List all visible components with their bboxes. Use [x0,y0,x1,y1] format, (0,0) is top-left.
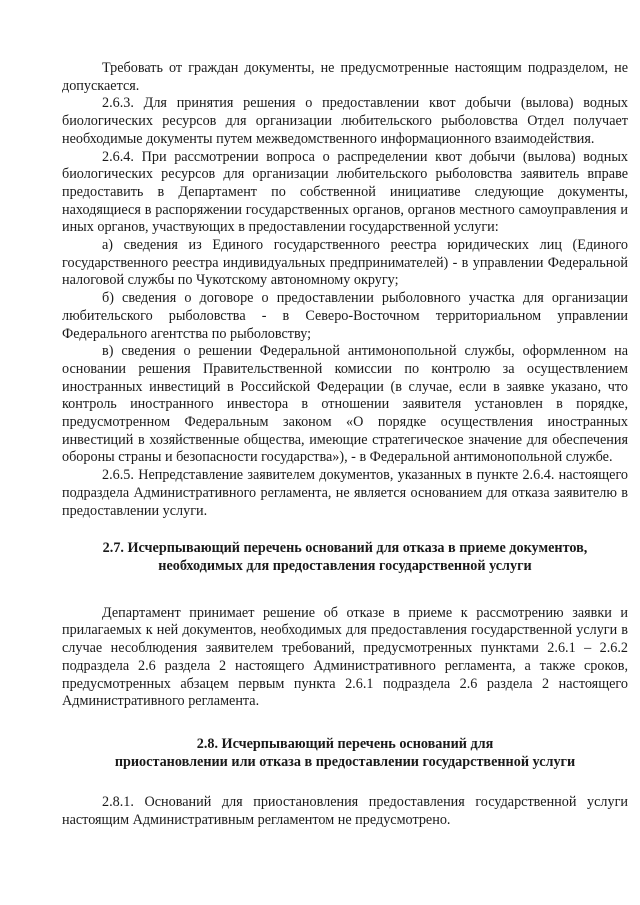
paragraph-2-8-1: 2.8.1. Оснований для приостановления предоставления государственной услуги настоящим Административным регламентом не предусмотрено. [62,794,628,829]
paragraph-requirement: Требовать от граждан документы, не предусмотренные настоящим подразделом, не допускается. [62,60,628,94]
section-heading-2-7-line1: 2.7. Исчерпывающий перечень оснований для отказа в приеме документов, [102,540,588,557]
section-heading-2-8-line2: приостановлении или отказа в предоставлении государственной услуги [114,753,576,770]
spacer [62,771,628,794]
paragraph-2-6-3: 2.6.3. Для принятия решения о предоставлении квот добычи (вылова) водных биологических ресурсов для организации любительского рыболовства Отдел получает необходимые документы путем межведомственного информационного взаимодействия. [62,95,628,147]
section-heading-2-8-line1: 2.8. Исчерпывающий перечень оснований для [196,735,494,752]
spacer [62,576,628,605]
spacer [62,711,628,736]
paragraph-2-7: Департамент принимает решение об отказе в приеме к рассмотрению заявки и прилагаемых к ней документов, необходимых для предоставления государственной услуги в случае несоблюдения заявителем требований, предусмотренных пунктами 2.6.1 – 2.6.2 подраздела 2.6 раздела 2 настоящего Административного регламента, а также сроков, предусмотренных абзацем первым пункта 2.6.1 подраздела 2.6 раздела 2 настоящего Административного регламента. [62,604,628,710]
paragraph-2-6-5: 2.6.5. Непредставление заявителем документов, указанных в пункте 2.6.4. настоящего подраздела Административного регламента, не является основанием для отказа заявителю в предоставлении услуги. [62,467,628,519]
paragraph-item-a: а) сведения из Единого государственного реестра юридических лиц (Единого государственного реестра индивидуальных предпринимателей) - в управлении Федеральной налоговой службы по Чукотскому автономному округу; [62,237,628,289]
paragraph-item-v: в) сведения о решении Федеральной антимонопольной службы, оформленном на основании решения Правительственной комиссии по контролю за осуществлением иностранных инвестиций в Российской Федерации (в случае, если в заявке указано, что контроль иностранного инвестора в отношении заявителя установлен в порядке, предусмотренном Федеральным законом «О порядке осуществления иностранных инвестиций в хозяйственные общества, имеющие стратегическое значение для обеспечения обороны страны и безопасности государства»), - в Федеральной антимонопольной службе. [62,343,628,466]
spacer [62,520,628,540]
section-heading-2-7-line2: необходимых для предоставления государственной услуги [158,557,532,574]
section-heading-2-8 [62,736,628,771]
paragraph-item-b: б) сведения о договоре о предоставлении рыболовного участка для организации любительского рыболовства - в Северо-Восточном территориальном управлении Федерального агентства по рыболовству; [62,290,628,342]
paragraph-2-6-4: 2.6.4. При рассмотрении вопроса о распределении квот добычи (вылова) водных биологических ресурсов для организации любительского рыболовства заявитель вправе предоставить в Департамент по собственной инициативе следующие документы, находящиеся в распоряжении государственных органов, органов местного самоуправления и иных органов, участвующих в предоставлении государственной услуги: [62,148,628,236]
section-heading-2-7 [62,540,628,575]
document-page [62,60,628,830]
